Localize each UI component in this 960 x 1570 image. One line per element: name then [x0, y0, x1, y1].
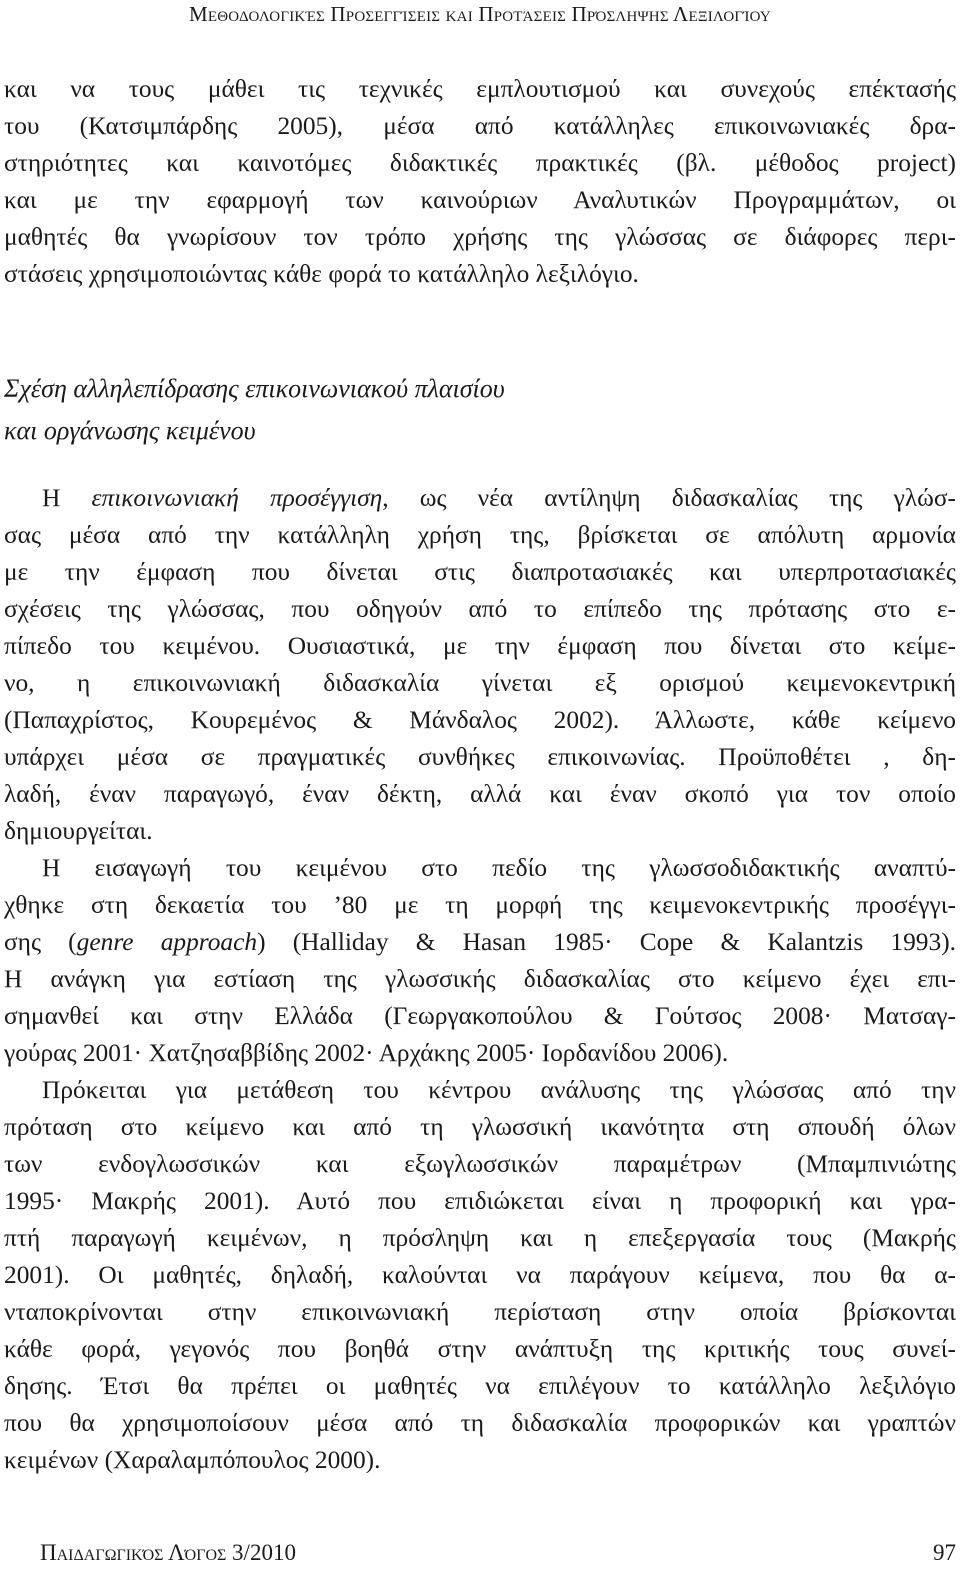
text-line: του (Κατσιμπάρδης 2005), μέσα από κατάλληλες επικοινωνιακές δρα- [4, 112, 956, 140]
section-heading [4, 368, 956, 452]
main-text [4, 480, 956, 1479]
page-number: 97 [933, 1540, 956, 1565]
text-line: σχέσεις της γλώσσας, που οδηγούν από το επίπεδο της πρότασης στο ε- [4, 595, 956, 623]
text-run: σης ( [4, 928, 77, 956]
text-line: 2001). Οι μαθητές, δηλαδή, καλούνται να παράγουν κείμενα, που θα α- [4, 1261, 956, 1289]
emphasis-term: επικοινωνιακή προσέγγιση [91, 484, 383, 512]
text-line: γούρας 2001· Χατζησαββίδης 2002· Αρχάκης 2005· Ιορδανίδου 2006). [4, 1039, 729, 1067]
text-line: πίπεδο του κειμένου. Ουσιαστικά, με την έμφαση που δίνεται στο κείμε- [4, 632, 956, 660]
text-line: και να τους μάθει τις τεχνικές εμπλουτισμού και συνεχούς επέκτασής [4, 75, 956, 103]
text-line: Η ανάγκη για εστίαση της γλωσσικής διδασκαλίας στο κείμενο έχει επι- [4, 965, 956, 993]
text-line: δημιουργείται. [4, 817, 153, 845]
section-heading-line: και οργάνωσης κειμένου [4, 416, 256, 445]
emphasis-term: genre approach [76, 928, 258, 956]
text-line: νο, η επικοινωνιακή διδασκαλία γίνεται εξ ορισμού κειμενοκεντρική [4, 669, 956, 697]
text-line: στάσεις χρησιμοποιώντας κάθε φορά το κατάλληλο λεξιλόγιο. [4, 260, 639, 288]
text-line: σας μέσα από την κατάλληλη χρήση της, βρίσκεται σε απόλυτη αρμονία [4, 521, 956, 549]
text-line: που θα χρησιμοποίσουν μέσα από τη διδασκαλία προφορικών και γραπτών [4, 1409, 956, 1437]
text-run: ) (Halliday & Hasan 1985· Cope & Kalantzis 1993). [257, 928, 957, 956]
text-line: στηριότητες και καινοτόμες διδακτικές πρακτικές (βλ. μέθοδος project) [4, 149, 956, 177]
text-line: των ενδογλωσσικών και εξωγλωσσικών παραμέτρων (Μπαμπινιώτης [4, 1150, 956, 1178]
text-run: Η [42, 484, 92, 512]
text-line [4, 480, 956, 517]
text-run: , ως νέα αντίληψη διδασκαλίας της γλώσ- [382, 484, 956, 512]
running-header: Μεθοδολογικές Προσεγγίσεις και Προτάσεις Πρόσληψης Λεξιλογίου [189, 2, 771, 26]
text-line: πτή παραγωγή κειμένων, η πρόσληψη και η επεξεργασία τους (Μακρής [4, 1224, 956, 1252]
journal-title: Παιδαγωγικός Λόγος 3/2010 [40, 1540, 296, 1565]
text-line [4, 924, 956, 961]
intro-paragraph [4, 71, 956, 293]
text-line: υπάρχει μέσα σε πραγματικές συνθήκες επικοινωνίας. Προϋποθέτει , δη- [4, 743, 956, 771]
text-line: σημανθεί και στην Ελλάδα (Γεωργακοπούλου & Γούτσος 2008· Ματσαγ- [4, 1002, 956, 1030]
text-line: Πρόκειται για μετάθεση του κέντρου ανάλυσης της γλώσσας από την [42, 1076, 956, 1104]
page-footer [0, 1540, 960, 1570]
text-line: πρόταση στο κείμενο και από τη γλωσσική ικανότητα στη σπουδή όλων [4, 1113, 956, 1141]
text-line: λαδή, έναν παραγωγό, έναν δέκτη, αλλά και έναν σκοπό για τον οποίο [4, 780, 956, 808]
text-line: χθηκε στη δεκαετία του ’80 με τη μορφή της κειμενοκεντρικής προσέγγι- [4, 891, 956, 919]
text-line: 1995· Μακρής 2001). Αυτό που επιδιώκεται είναι η προφορική και γρα- [4, 1187, 956, 1215]
text-line: και με την εφαρμογή των καινούριων Αναλυτικών Προγραμμάτων, οι [4, 186, 956, 214]
text-line: νταποκρίνονται στην επικοινωνιακή περίσταση στην οποία βρίσκονται [4, 1298, 956, 1326]
section-heading-line: Σχέση αλληλεπίδρασης επικοινωνιακού πλαισίου [4, 374, 505, 403]
text-line: κειμένων (Χαραλαμπόπουλος 2000). [4, 1446, 381, 1474]
text-line: με την έμφαση που δίνεται στις διαπροτασιακές και υπερπροτασιακές [4, 558, 956, 586]
text-line: δησης. Έτσι θα πρέπει οι μαθητές να επιλέγουν το κατάλληλο λεξιλόγιο [4, 1372, 956, 1400]
text-line: μαθητές θα γνωρίσουν τον τρόπο χρήσης της γλώσσας σε διάφορες περι- [4, 223, 956, 251]
text-line: κάθε φορά, γεγονός που βοηθά στην ανάπτυξη της κριτικής τους συνεί- [4, 1335, 956, 1363]
text-line: (Παπαχρίστος, Κουρεμένος & Μάνδαλος 2002). Άλλωστε, κάθε κείμενο [4, 706, 956, 734]
text-line: Η εισαγωγή του κειμένου στο πεδίο της γλωσσοδιδακτικής αναπτύ- [42, 854, 956, 882]
